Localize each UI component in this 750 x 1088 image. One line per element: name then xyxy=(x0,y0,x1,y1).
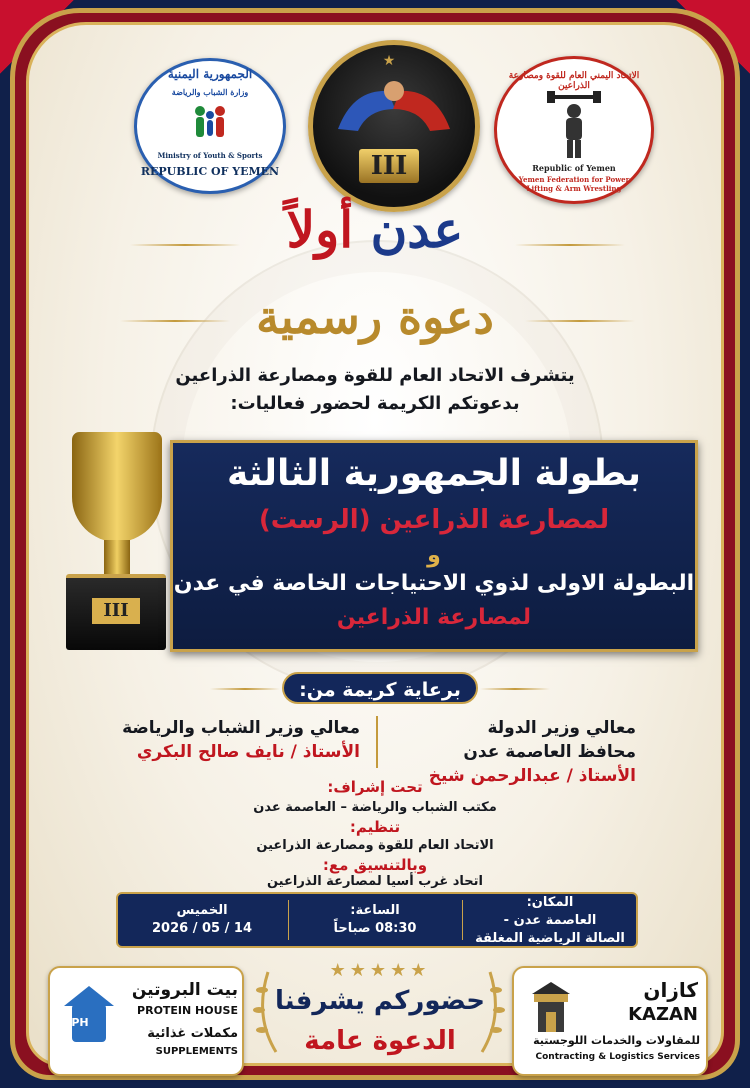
decorative-divider xyxy=(130,244,240,246)
info-separator xyxy=(288,900,289,940)
decorative-divider xyxy=(515,244,625,246)
intro-line-2: بدعوتكم الكريمة لحضور فعاليات: xyxy=(230,393,520,414)
organization-label: تنظيم: xyxy=(349,818,401,836)
protein-house-arabic: بيت البروتين xyxy=(131,980,238,1000)
place-line2: الصالة الرياضية المغلقة xyxy=(475,931,625,946)
sponsor-kazan xyxy=(512,966,708,1076)
ministry-logo-sub: وزارة الشباب والرياضة xyxy=(171,87,249,97)
stars-icon: ★★★★★ xyxy=(329,960,431,981)
patron-left-line1: معالي وزير الشباب والرياضة xyxy=(122,718,360,738)
patron-left xyxy=(110,716,360,764)
trophy-stem xyxy=(104,540,130,574)
championship-emblem xyxy=(308,40,480,212)
organization-value: الاتحاد العام للقوة ومصارعة الذراعين xyxy=(256,838,494,853)
place-cell xyxy=(464,894,636,946)
kazan-arabic: كازان xyxy=(643,978,698,1002)
honor-text: حضوركم يشرفنا xyxy=(275,986,485,1016)
patronage-label: برعاية كريمة من: xyxy=(282,672,478,704)
time-label: الساعة: xyxy=(350,903,400,918)
kazan-tower-icon xyxy=(526,978,576,1034)
star-icon: ★ xyxy=(382,53,396,69)
public-invite-text: الدعوة عامة xyxy=(304,1026,456,1056)
federation-logo-arabic: الاتحاد اليمني العام للقوة ومصارعة الذراعين xyxy=(508,71,640,91)
decorative-divider xyxy=(120,320,230,322)
trophy-icon xyxy=(72,432,162,542)
date-cell xyxy=(118,894,286,954)
laurel-right-icon xyxy=(478,966,508,1056)
protein-house-english-sub: SUPPLEMENTS xyxy=(155,1046,238,1057)
supervision-label: تحت إشراف: xyxy=(327,778,423,796)
event-title: بطولة الجمهورية الثالثة xyxy=(226,453,642,494)
headline-word-first: أولاً xyxy=(286,200,354,259)
date-value: 14 / 05 / 2026 xyxy=(152,921,252,936)
intro-text xyxy=(0,362,750,418)
time-value: 08:30 صباحاً xyxy=(333,921,417,936)
kazan-english-sub: Contracting & Logistics Services xyxy=(535,1052,700,1062)
protein-house-arabic-sub: مكملات غذائية xyxy=(147,1026,238,1041)
protein-jar-icon xyxy=(60,982,118,1044)
people-icon xyxy=(185,101,235,151)
event-and: و xyxy=(427,543,441,568)
federation-logo xyxy=(494,56,654,204)
decorative-divider xyxy=(480,688,550,690)
patron-divider xyxy=(376,716,378,768)
sponsor-protein-house xyxy=(48,966,244,1076)
event-subtitle: لمصارعة الذراعين (الرست) xyxy=(258,505,610,535)
patron-right-line1: معالي وزير الدولة xyxy=(487,718,636,738)
headline-word-aden: عدن xyxy=(370,200,464,259)
decorative-divider xyxy=(525,320,635,322)
federation-logo-english: Yemen Federation for Power Lifting & Arm Wrestling xyxy=(518,175,630,193)
emblem-numeral: III xyxy=(359,149,419,183)
ministry-logo-arabic: الجمهورية اليمنية xyxy=(167,67,253,81)
ministry-logo-english-small: Ministry of Youth & Sports xyxy=(157,151,263,160)
place-label: المكان: xyxy=(526,895,574,910)
time-cell xyxy=(290,894,460,954)
patron-right-name: الأستاذ / عبدالرحمن شيخ xyxy=(428,766,636,786)
place-line1: العاصمة عدن - xyxy=(503,913,597,928)
weightlifter-icon xyxy=(547,91,601,161)
kazan-english: KAZAN xyxy=(628,1004,698,1025)
intro-line-1: يتشرف الاتحاد العام للقوة ومصارعة الذراعين xyxy=(175,365,575,386)
arm-wrestling-icon xyxy=(333,69,455,139)
patron-left-name: الأستاذ / نايف صالح البكري xyxy=(136,742,360,762)
ministry-logo xyxy=(134,58,286,194)
decorative-divider xyxy=(210,688,280,690)
coordination-value: اتحاد غرب أسيا لمصارعة الذراعين xyxy=(266,874,484,889)
ministry-logo-english: REPUBLIC OF YEMEN xyxy=(140,165,280,178)
footer-center xyxy=(260,960,500,1080)
day-label: الخميس xyxy=(176,903,228,918)
supervision-value: مكتب الشباب والرياضة – العاصمة عدن xyxy=(253,800,497,815)
event-info-bar xyxy=(116,892,638,948)
event-second-subtitle: لمصارعة الذراعين xyxy=(336,605,532,630)
info-separator xyxy=(462,900,463,940)
protein-house-badge: PH xyxy=(71,1016,89,1029)
trophy-numeral: III xyxy=(92,598,140,624)
event-title-panel xyxy=(170,440,698,652)
official-invitation-title: دعوة رسمية xyxy=(256,290,494,344)
federation-logo-english-top: Republic of Yemen xyxy=(532,163,616,173)
laurel-left-icon xyxy=(250,966,280,1056)
kazan-arabic-sub: للمقاولات والخدمات اللوجستية xyxy=(533,1034,700,1047)
patron-right-line2: محافظ العاصمة عدن xyxy=(463,742,636,762)
protein-house-english: PROTEIN HOUSE xyxy=(137,1004,238,1017)
event-second-title: البطولة الاولى لذوي الاحتياجات الخاصة في عدن xyxy=(173,571,695,596)
coordination-label: وبالتنسيق مع: xyxy=(322,856,428,874)
aden-first-headline xyxy=(0,200,750,259)
